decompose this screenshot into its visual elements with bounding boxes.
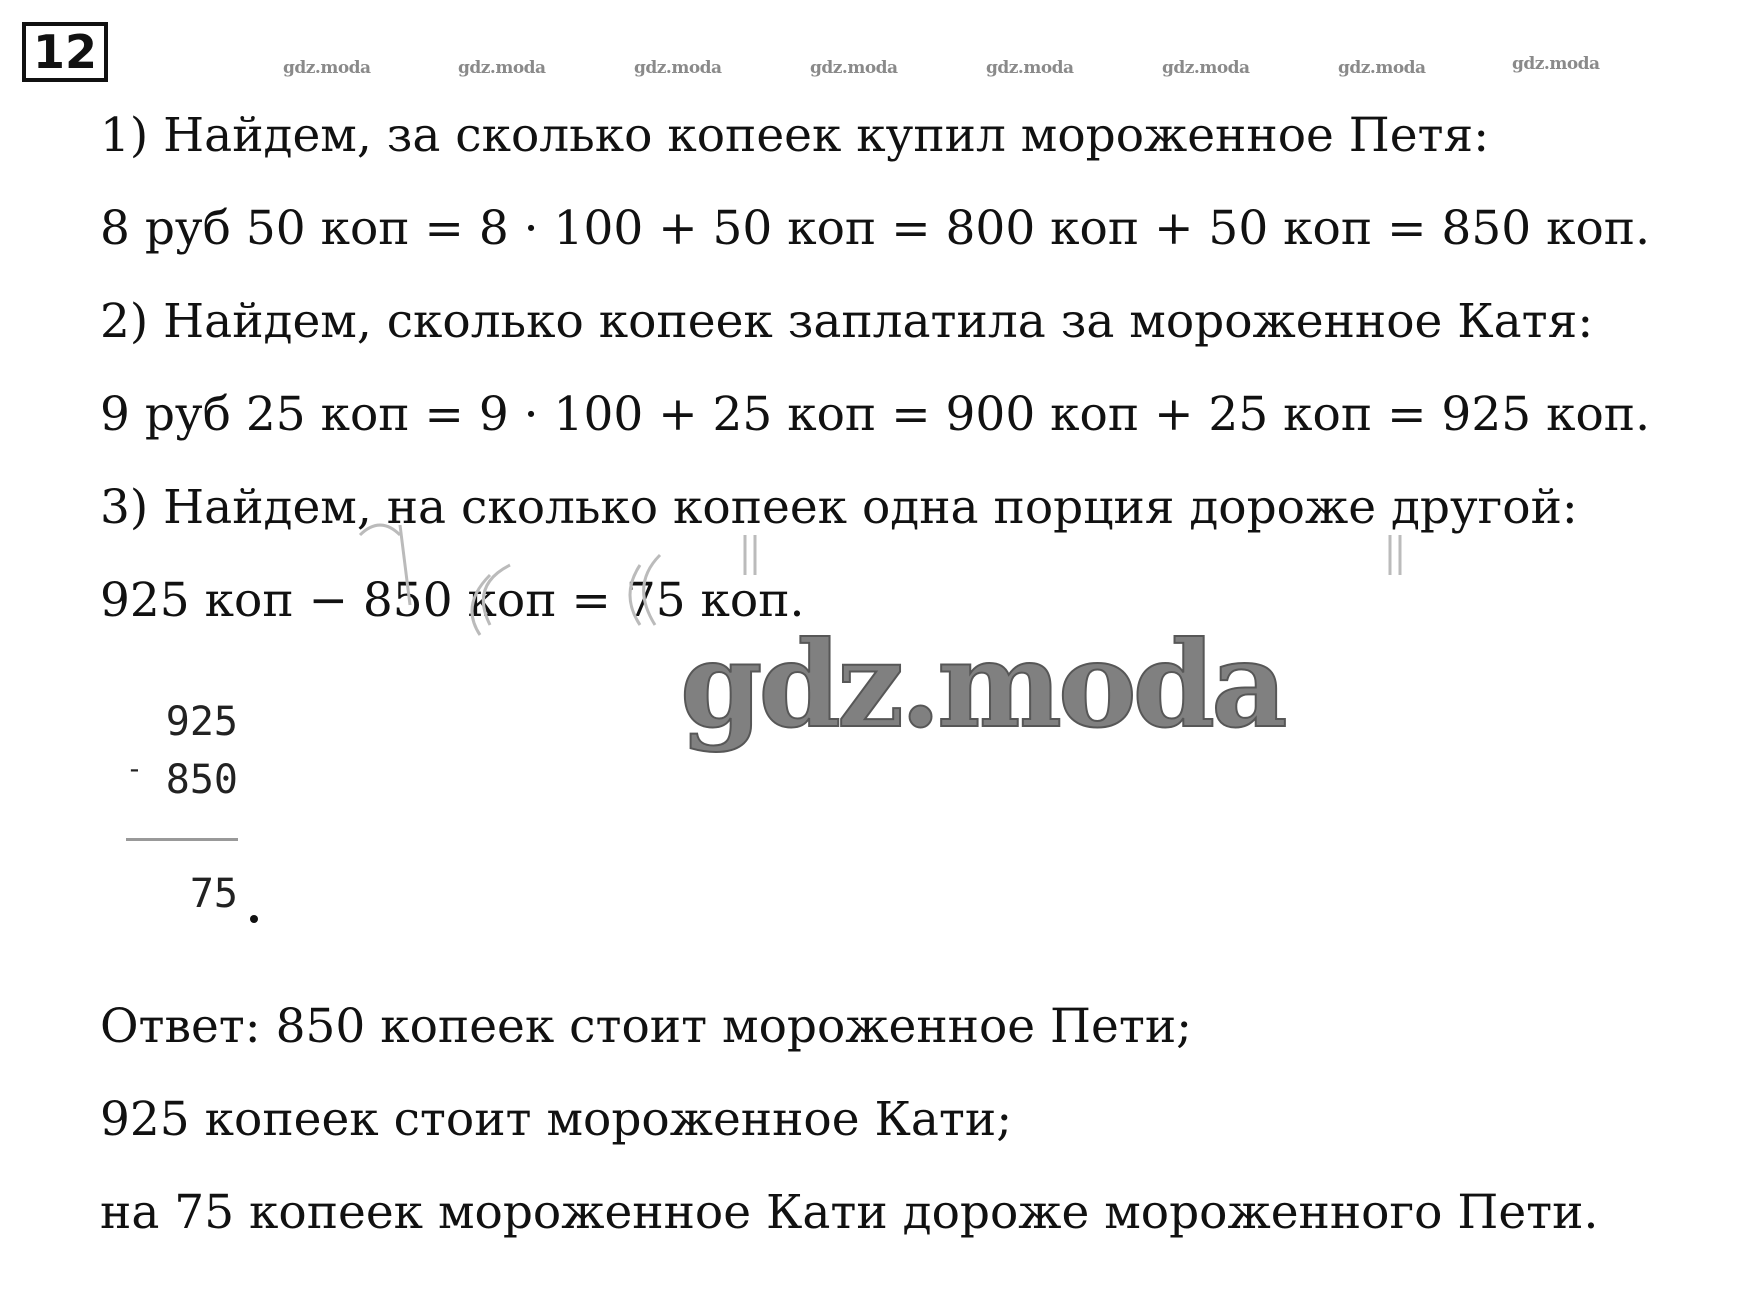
watermark-small: gdz.moda: [634, 58, 722, 78]
task-number-box: 12: [22, 22, 108, 82]
difference: 75: [189, 871, 238, 917]
solution-step-3: 3) Найдем, на сколько копеек одна порция дороже другой:: [100, 480, 1578, 535]
answer-line-2: 925 копеек стоит мороженное Кати;: [100, 1092, 1013, 1147]
subtraction-rule: [126, 838, 238, 841]
minus-sign: -: [126, 752, 143, 785]
solution-calc-3: 925 коп − 850 коп = 75 коп.: [100, 573, 805, 628]
solution-step-1: 1) Найдем, за сколько копеек купил мороженное Петя:: [100, 108, 1490, 163]
watermark-small: gdz.moda: [1512, 54, 1600, 74]
watermark-small: gdz.moda: [1338, 58, 1426, 78]
watermark-big: gdz.moda: [680, 615, 1284, 754]
solution-step-2: 2) Найдем, сколько копеек заплатила за мороженное Катя:: [100, 294, 1594, 349]
period-dot: [250, 915, 258, 923]
column-subtraction: [118, 700, 258, 930]
watermark-row: [0, 54, 1753, 88]
watermark-small: gdz.moda: [458, 58, 546, 78]
watermark-small: gdz.moda: [283, 58, 371, 78]
solution-calc-1: 8 руб 50 коп = 8 · 100 + 50 коп = 800 коп + 50 коп = 850 коп.: [100, 201, 1651, 256]
watermark-small: gdz.moda: [810, 58, 898, 78]
watermark-small: gdz.moda: [986, 58, 1074, 78]
subtrahend: 850: [165, 757, 238, 803]
answer-line-3: на 75 копеек мороженное Кати дороже мороженного Пети.: [100, 1185, 1599, 1240]
minuend: 925: [165, 699, 238, 745]
answer-line-1: Ответ: 850 копеек стоит мороженное Пети;: [100, 999, 1193, 1054]
solution-calc-2: 9 руб 25 коп = 9 · 100 + 25 коп = 900 коп + 25 коп = 925 коп.: [100, 387, 1651, 442]
watermark-small: gdz.moda: [1162, 58, 1250, 78]
